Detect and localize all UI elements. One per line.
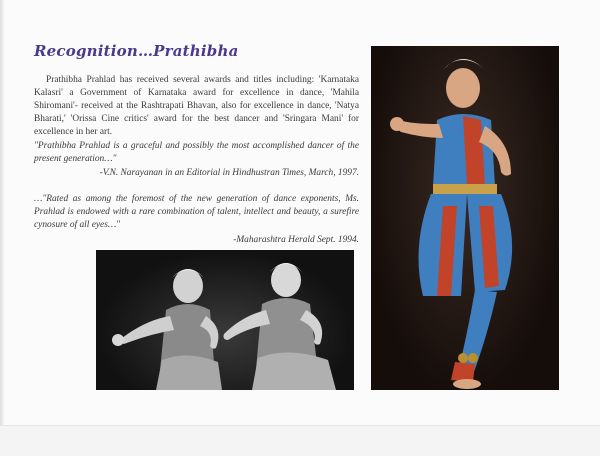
press-quote-1-attribution: -V.N. Narayanan in an Editorial in Hindhustran Times, March, 1997. bbox=[99, 168, 359, 178]
press-quote-2-attribution: -Maharashtra Herald Sept. 1994. bbox=[233, 235, 359, 245]
press-quote-2: …"Rated as among the foremost of the new generation of dance exponents, Ms. Prahlad is endowed with a rare combination of talent, intellect and beauty, a surefire cynosure of all eyes…" bbox=[34, 194, 359, 230]
awards-paragraph: Prathibha Prahlad has received several awards and titles including: 'Karnataka Kalasri' a Government of Karnataka award for excellence in dance, 'Mahila Shiromani'- received at the Rashtrapati Bhavan, also for excellence in dance, 'Natya Bharati,' 'Orissa Cine critics' award for the best dancer and 'Sringara Mani' for excellence in her art. bbox=[34, 75, 359, 137]
page-title: Recognition…Prathibha bbox=[34, 42, 239, 60]
duo-dancers-photo bbox=[96, 250, 354, 390]
solo-dancer-photo bbox=[371, 46, 559, 390]
page-fold-shadow bbox=[0, 0, 4, 455]
press-quote-1: "Prathibha Prahlad is a graceful and possibly the most accomplished dancer of the present generation…" bbox=[34, 141, 359, 164]
page-bottom-margin bbox=[0, 425, 600, 456]
